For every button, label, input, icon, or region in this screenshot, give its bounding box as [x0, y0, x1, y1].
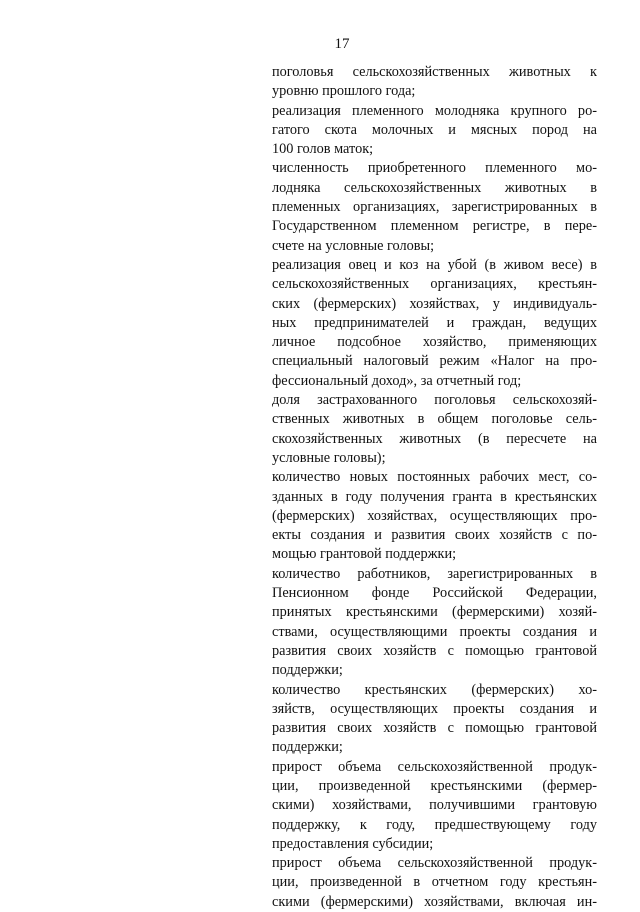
text-line: принятых крестьянскими (фермерскими) хозяй- — [272, 604, 597, 621]
text-line: поддержки; — [272, 739, 343, 756]
text-line: скими (фермерскими) хозяйствами, включая ин- — [272, 893, 597, 910]
body-text — [272, 63, 597, 912]
text-line: зданных в году получения гранта в крестьянских — [272, 488, 597, 505]
text-line: Государственном племенном регистре, в пере- — [272, 218, 597, 235]
text-line: Пенсионном фонде Российской Федерации, — [272, 585, 597, 602]
text-line: ственных животных в общем поголовье сель- — [272, 411, 597, 428]
text-line: племенных организациях, зарегистрированных в — [272, 199, 597, 216]
text-line: ствами, осуществляющими проекты создания и — [272, 623, 597, 640]
text-line: условные головы); — [272, 449, 386, 466]
text-line: скохозяйственных животных (в пересчете на — [272, 430, 597, 447]
text-line: лодняка сельскохозяйственных животных в — [272, 179, 597, 196]
page-number: 17 — [334, 36, 350, 52]
text-line: специальный налоговый режим «Налог на про- — [272, 353, 597, 370]
text-line: количество работников, зарегистрированных в — [272, 565, 597, 582]
text-line: численность приобретенного племенного мо- — [272, 160, 597, 177]
text-line: мощью грантовой поддержки; — [272, 546, 457, 563]
text-line: скими) хозяйствами, получившими грантовую — [272, 797, 597, 814]
text-line: количество новых постоянных рабочих мест, со- — [272, 469, 597, 486]
text-line: прирост объема сельскохозяйственной продук- — [272, 758, 597, 775]
text-line: реализация овец и коз на убой (в живом весе) в — [272, 256, 597, 273]
text-line: гатого скота молочных и мясных пород на — [272, 121, 597, 138]
text-line: екты создания и развития своих хозяйств с по- — [272, 527, 597, 544]
text-line: прирост объема сельскохозяйственной продук- — [272, 855, 597, 872]
text-line: доля застрахованного поголовья сельскохозяй- — [272, 392, 597, 409]
text-line: ских (фермерских) хозяйствах, у индивидуаль- — [272, 295, 597, 312]
text-line: фессиональный доход», за отчетный год; — [272, 372, 522, 389]
text-line: поддержку, к году, предшествующему году — [272, 816, 597, 833]
text-line: ции, произведенной крестьянскими (фермер- — [272, 777, 597, 794]
text-line: поголовья сельскохозяйственных животных к — [272, 64, 597, 80]
text-line: сельскохозяйственных организациях, крестьян- — [272, 276, 597, 293]
text-line: развития своих хозяйств с помощью грантовой — [272, 720, 597, 737]
text-line: ных предпринимателей и граждан, ведущих — [272, 314, 597, 331]
text-line: ции, произведенной в отчетном году крестьян- — [272, 874, 597, 891]
text-line: реализация племенного молодняка крупного ро- — [272, 102, 597, 119]
text-line: 100 голов маток; — [272, 141, 374, 158]
text-line: зяйств, осуществляющих проекты создания и — [272, 700, 597, 717]
text-line: количество крестьянских (фермерских) хо- — [272, 681, 597, 698]
text-line: личное подсобное хозяйство, применяющих — [272, 334, 597, 351]
text-line: уровню прошлого года; — [272, 83, 416, 100]
text-line: развития своих хозяйств с помощью грантовой — [272, 642, 597, 659]
text-line: предоставления субсидии; — [272, 835, 434, 852]
text-line: счете на условные головы; — [272, 237, 435, 254]
text-line: (фермерских) хозяйствах, осуществляющих про- — [272, 507, 597, 524]
text-line: поддержки; — [272, 662, 343, 679]
